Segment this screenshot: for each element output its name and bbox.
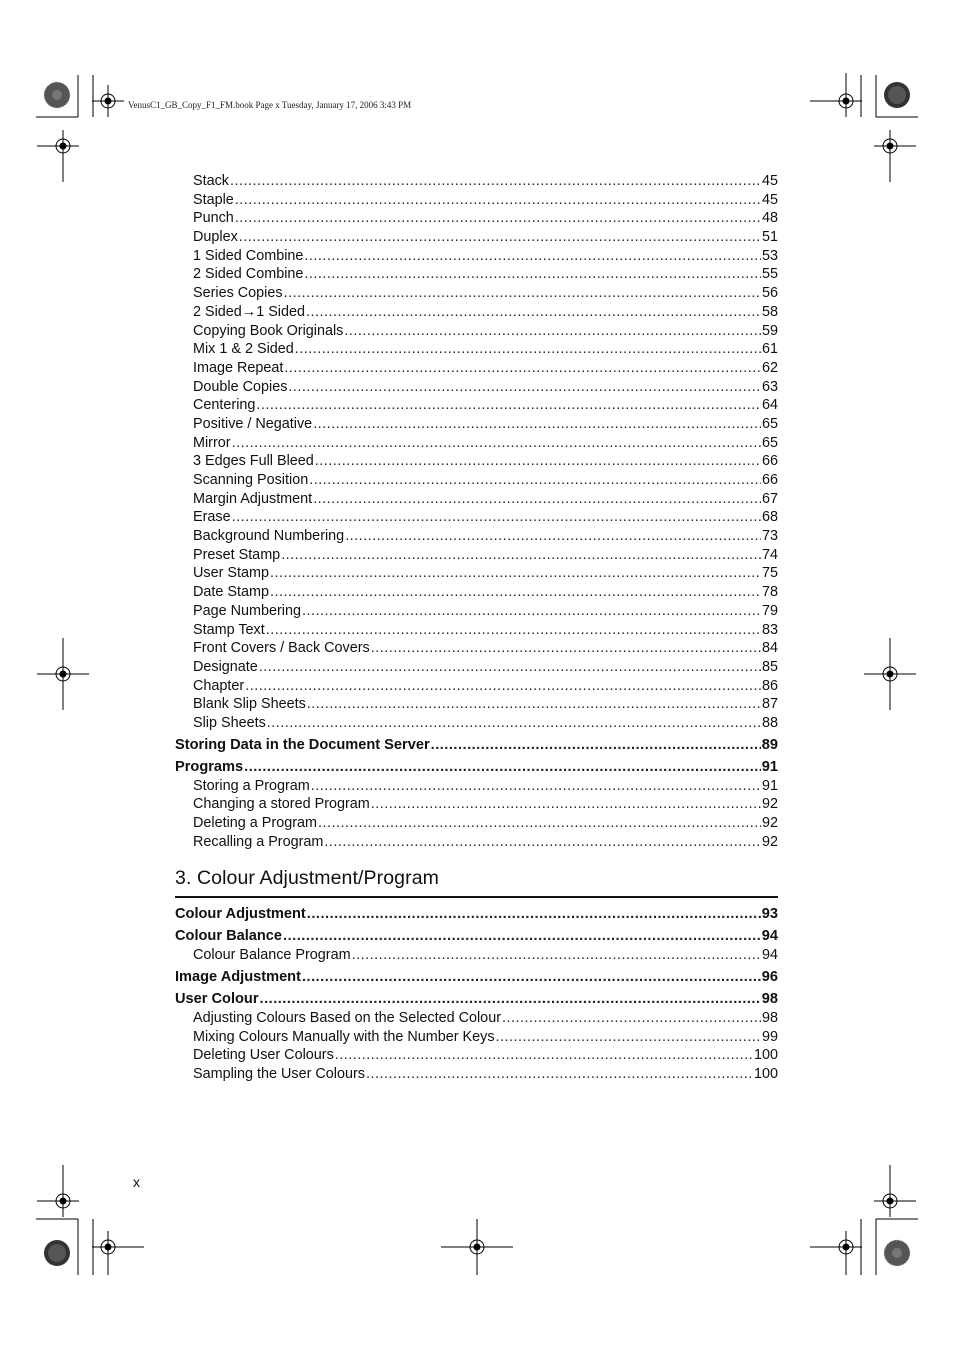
toc-entry[interactable] bbox=[175, 303, 778, 322]
dot-leader bbox=[318, 814, 761, 833]
toc-entry-page: 67 bbox=[761, 490, 778, 507]
toc-entry[interactable] bbox=[175, 602, 778, 621]
toc-entry[interactable] bbox=[175, 833, 778, 852]
dot-leader bbox=[306, 303, 761, 322]
dot-leader bbox=[371, 639, 761, 658]
toc-group-user-colour bbox=[175, 1009, 778, 1084]
toc-entry-label: Date Stamp bbox=[193, 584, 269, 601]
toc-entry[interactable] bbox=[175, 191, 778, 210]
dot-leader bbox=[345, 527, 761, 546]
dot-leader bbox=[352, 946, 761, 965]
toc-entry-page: 65 bbox=[761, 415, 778, 432]
toc-entry-page: 94 bbox=[761, 928, 778, 945]
toc-entry-label: Centering bbox=[193, 397, 256, 414]
toc-entry[interactable] bbox=[175, 228, 778, 247]
toc-entry[interactable] bbox=[175, 471, 778, 490]
toc-entry-page: 85 bbox=[761, 658, 778, 675]
toc-entry[interactable] bbox=[175, 946, 778, 965]
toc-entry-label: Copying Book Originals bbox=[193, 322, 344, 339]
dot-leader bbox=[284, 284, 761, 303]
toc-entry-colour-adjustment[interactable] bbox=[175, 904, 778, 924]
toc-entry[interactable] bbox=[175, 714, 778, 733]
toc-entry-label: 3 Edges Full Bleed bbox=[193, 453, 314, 470]
toc-entry-label: Colour Balance Program bbox=[193, 947, 351, 964]
toc-entry-page: 91 bbox=[761, 758, 778, 775]
dot-leader bbox=[307, 904, 761, 924]
toc-entry-page: 100 bbox=[753, 1066, 778, 1083]
dot-leader bbox=[232, 508, 761, 527]
toc-entry-page: 75 bbox=[761, 565, 778, 582]
toc-entry[interactable] bbox=[175, 265, 778, 284]
dot-leader bbox=[281, 546, 761, 565]
toc-entry-label: Blank Slip Sheets bbox=[193, 696, 306, 713]
toc-group-colour-balance bbox=[175, 946, 778, 965]
toc-entry-page: 45 bbox=[761, 173, 778, 189]
toc-entry-page: 96 bbox=[761, 969, 778, 986]
toc-entry-programs[interactable] bbox=[175, 757, 778, 777]
dot-leader bbox=[244, 757, 761, 777]
toc-entry-page: 55 bbox=[761, 266, 778, 283]
toc-entry-storing-data[interactable] bbox=[175, 735, 778, 755]
toc-entry-label: Scanning Position bbox=[193, 472, 309, 488]
toc-entry-label: 2 Sided→1 Sided bbox=[193, 303, 306, 320]
toc-entry[interactable] bbox=[175, 546, 778, 565]
dot-leader bbox=[344, 322, 761, 341]
toc-entry[interactable] bbox=[175, 1028, 778, 1047]
toc-entry-label: Mirror bbox=[193, 434, 231, 451]
toc-entry-label: Deleting a Program bbox=[193, 815, 317, 831]
toc-entry-colour-balance[interactable] bbox=[175, 926, 778, 946]
dot-leader bbox=[260, 989, 761, 1009]
toc-entry-page: 66 bbox=[761, 472, 778, 488]
toc-entry-label: Erase bbox=[193, 509, 231, 526]
toc-entry-page: 92 bbox=[761, 833, 778, 850]
toc-entry-label: Staple bbox=[193, 191, 234, 208]
dot-leader bbox=[302, 602, 761, 621]
toc-entry-label: Designate bbox=[193, 658, 258, 675]
dot-leader bbox=[270, 583, 761, 602]
dot-leader bbox=[266, 621, 761, 640]
toc-entry[interactable] bbox=[175, 284, 778, 303]
toc-entry-page: 99 bbox=[761, 1028, 778, 1045]
toc-entry[interactable] bbox=[175, 172, 778, 191]
toc-entry-label: Double Copies bbox=[193, 378, 288, 395]
toc-entry-label: Deleting User Colours bbox=[193, 1047, 334, 1064]
dot-leader bbox=[371, 795, 761, 814]
dot-leader bbox=[235, 209, 761, 228]
dot-leader bbox=[307, 695, 761, 714]
toc-entry[interactable] bbox=[175, 639, 778, 658]
toc-entry-page: 58 bbox=[761, 303, 778, 320]
toc-entry-label: Storing a Program bbox=[193, 777, 310, 794]
dot-leader bbox=[304, 247, 761, 266]
toc-entry[interactable] bbox=[175, 621, 778, 640]
toc-entry[interactable] bbox=[175, 247, 778, 266]
dot-leader bbox=[304, 265, 761, 284]
dot-leader bbox=[313, 415, 761, 434]
toc-entry-page: 53 bbox=[761, 247, 778, 264]
dot-leader bbox=[309, 471, 761, 490]
toc-entry-label: Mix 1 & 2 Sided bbox=[193, 341, 294, 358]
dot-leader bbox=[235, 191, 761, 210]
toc-entry-label: Positive / Negative bbox=[193, 415, 313, 432]
toc-entry[interactable] bbox=[175, 1009, 778, 1028]
toc-entry-label: Storing Data in the Document Server bbox=[175, 736, 430, 753]
toc-entry[interactable] bbox=[175, 322, 778, 341]
toc-entry-page: 59 bbox=[761, 322, 778, 339]
print-header: VenusC1_GB_Copy_F1_FM.book Page x Tuesday, January 17, 2006 3:43 PM bbox=[128, 100, 412, 110]
toc-entry-page: 86 bbox=[761, 677, 778, 694]
toc-entry-page: 61 bbox=[761, 341, 778, 358]
toc-entry[interactable] bbox=[175, 452, 778, 471]
toc-entry[interactable] bbox=[175, 564, 778, 583]
toc-entry-page: 91 bbox=[761, 777, 778, 794]
dot-leader bbox=[283, 926, 761, 946]
toc-entry-label: Mixing Colours Manually with the Number Keys bbox=[193, 1028, 495, 1045]
toc-entry[interactable] bbox=[175, 508, 778, 527]
toc-entry[interactable] bbox=[175, 359, 778, 378]
toc-entry-page: 62 bbox=[761, 359, 778, 376]
toc-entry[interactable] bbox=[175, 209, 778, 228]
toc-entry[interactable] bbox=[175, 695, 778, 714]
toc-entry-user-colour[interactable] bbox=[175, 989, 778, 1009]
dot-leader bbox=[366, 1065, 753, 1084]
toc-entry-label: Changing a stored Program bbox=[193, 796, 370, 813]
toc-entry[interactable] bbox=[175, 777, 778, 796]
toc-entry-label: Sampling the User Colours bbox=[193, 1066, 365, 1083]
toc-group-previous-chapter bbox=[175, 172, 778, 733]
toc-entry-page: 56 bbox=[761, 285, 778, 302]
toc-entry-page: 64 bbox=[761, 397, 778, 414]
toc-entry-page: 87 bbox=[761, 696, 778, 713]
toc-entry-page: 92 bbox=[761, 815, 778, 831]
toc-entry-page: 48 bbox=[761, 210, 778, 227]
dot-leader bbox=[284, 359, 761, 378]
toc-entry[interactable] bbox=[175, 677, 778, 696]
dot-leader bbox=[502, 1009, 761, 1028]
toc-entry[interactable] bbox=[175, 415, 778, 434]
dot-leader bbox=[324, 833, 761, 852]
toc-entry-label: Stamp Text bbox=[193, 621, 265, 638]
toc-entry-page: 68 bbox=[761, 509, 778, 526]
toc-entry-label: User Stamp bbox=[193, 565, 269, 582]
toc-entry[interactable] bbox=[175, 814, 778, 833]
toc-group-programs bbox=[175, 777, 778, 852]
toc-entry-page: 84 bbox=[761, 640, 778, 657]
toc-entry-page: 78 bbox=[761, 584, 778, 601]
page-number: x bbox=[133, 1174, 140, 1190]
toc-entry-label: 1 Sided Combine bbox=[193, 247, 304, 264]
dot-leader bbox=[239, 228, 761, 247]
toc-entry[interactable] bbox=[175, 490, 778, 509]
toc-entry-label: Margin Adjustment bbox=[193, 490, 313, 507]
toc-entry-label: Duplex bbox=[193, 229, 238, 246]
toc-entry-image-adjustment[interactable] bbox=[175, 967, 778, 987]
toc-entry-label: Programs bbox=[175, 758, 244, 775]
dot-leader bbox=[256, 396, 761, 415]
dot-leader bbox=[245, 677, 761, 696]
toc-entry-page: 65 bbox=[761, 434, 778, 451]
toc-entry-label: Slip Sheets bbox=[193, 714, 266, 731]
toc-entry-label: Chapter bbox=[193, 677, 245, 694]
toc-entry-page: 73 bbox=[761, 528, 778, 545]
toc-entry[interactable] bbox=[175, 434, 778, 453]
toc-entry-page: 92 bbox=[761, 796, 778, 813]
toc-entry-label: User Colour bbox=[175, 991, 259, 1008]
toc-entry-label: Recalling a Program bbox=[193, 833, 324, 850]
toc-entry-label: Background Numbering bbox=[193, 528, 345, 545]
dot-leader bbox=[267, 714, 761, 733]
dot-leader bbox=[302, 967, 761, 987]
toc-entry-label: Image Adjustment bbox=[175, 969, 301, 986]
toc-entry-page: 79 bbox=[761, 602, 778, 619]
toc-entry-label: Adjusting Colours Based on the Selected Colour bbox=[193, 1010, 501, 1027]
toc-entry-label: Image Repeat bbox=[193, 359, 284, 376]
toc-entry-page: 83 bbox=[761, 621, 778, 638]
toc-entry[interactable] bbox=[175, 1046, 778, 1065]
dot-leader bbox=[311, 777, 761, 796]
toc-entry-label: Colour Adjustment bbox=[175, 906, 306, 923]
toc-entry-label: Front Covers / Back Covers bbox=[193, 640, 370, 657]
toc-entry-page: 98 bbox=[761, 1010, 778, 1027]
toc-entry[interactable] bbox=[175, 340, 778, 359]
dot-leader bbox=[313, 490, 761, 509]
toc-entry[interactable] bbox=[175, 378, 778, 397]
table-of-contents bbox=[175, 172, 778, 1084]
toc-entry[interactable] bbox=[175, 1065, 778, 1084]
dot-leader bbox=[230, 172, 761, 191]
toc-entry-label: 2 Sided Combine bbox=[193, 266, 304, 283]
toc-entry[interactable] bbox=[175, 527, 778, 546]
toc-entry-page: 93 bbox=[761, 906, 778, 923]
toc-entry-page: 89 bbox=[761, 736, 778, 753]
toc-entry-page: 88 bbox=[761, 714, 778, 731]
toc-entry[interactable] bbox=[175, 658, 778, 677]
toc-entry-label: Colour Balance bbox=[175, 928, 283, 945]
dot-leader bbox=[232, 434, 761, 453]
toc-entry-page: 100 bbox=[753, 1047, 778, 1064]
dot-leader bbox=[270, 564, 761, 583]
toc-entry-page: 51 bbox=[761, 229, 778, 246]
toc-entry-label: Stack bbox=[193, 173, 229, 189]
toc-entry[interactable] bbox=[175, 396, 778, 415]
dot-leader bbox=[259, 658, 761, 677]
dot-leader bbox=[288, 378, 761, 397]
toc-entry-label: Series Copies bbox=[193, 285, 283, 302]
toc-entry-label: Punch bbox=[193, 210, 234, 227]
dot-leader bbox=[295, 340, 761, 359]
toc-entry[interactable] bbox=[175, 583, 778, 602]
dot-leader bbox=[335, 1046, 753, 1065]
chapter-title: 3. Colour Adjustment/Program bbox=[175, 867, 778, 898]
toc-entry-page: 63 bbox=[761, 378, 778, 395]
toc-entry-page: 94 bbox=[761, 947, 778, 964]
toc-entry-page: 74 bbox=[761, 546, 778, 563]
dot-leader bbox=[496, 1028, 761, 1047]
dot-leader bbox=[431, 735, 761, 755]
toc-entry-label: Preset Stamp bbox=[193, 546, 281, 563]
toc-entry-page: 45 bbox=[761, 191, 778, 208]
toc-entry[interactable] bbox=[175, 795, 778, 814]
dot-leader bbox=[315, 452, 761, 471]
toc-entry-page: 66 bbox=[761, 453, 778, 470]
toc-entry-page: 98 bbox=[761, 991, 778, 1008]
toc-entry-label: Page Numbering bbox=[193, 602, 301, 619]
